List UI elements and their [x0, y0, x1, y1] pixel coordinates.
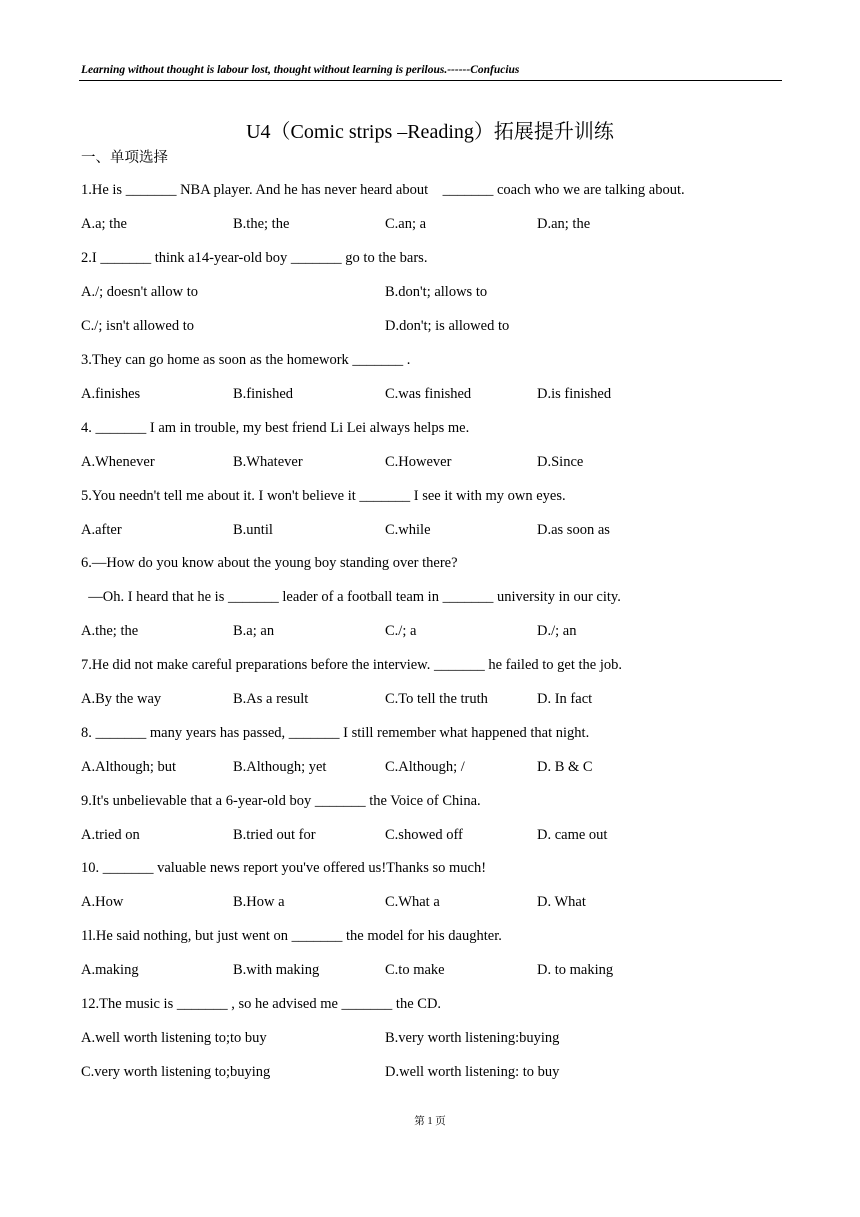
question-11-option-c: C.to make: [385, 962, 445, 978]
question-7-option-b: B.As a result: [233, 691, 309, 707]
question-10-stem: 10. _______ valuable news report you've offered us!Thanks so much!: [81, 860, 487, 876]
question-5-option-b: B.until: [233, 522, 273, 538]
question-2-stem: 2.I _______ think a14-year-old boy _______ go to the bars.: [81, 250, 428, 266]
question-1-option-a: A.a; the: [81, 216, 127, 232]
question-10-option-a: A.How: [81, 894, 124, 910]
question-4-option-c: C.However: [385, 454, 452, 470]
header-divider: [79, 80, 782, 81]
question-5-option-a: A.after: [81, 522, 122, 538]
question-2-option-c: C./; isn't allowed to: [81, 318, 194, 334]
question-7-option-d: D. In fact: [537, 691, 593, 707]
question-8-option-a: A.Although; but: [81, 759, 177, 775]
question-12-stem: 12.The music is _______ , so he advised me _______ the CD.: [81, 996, 442, 1012]
question-2-option-d: D.don't; is allowed to: [385, 318, 510, 334]
question-11-option-b: B.with making: [233, 962, 320, 978]
question-6-option-a: A.the; the: [81, 623, 139, 639]
question-7-stem: 7.He did not make careful preparations before the interview. _______ he failed to get the job.: [81, 657, 623, 673]
question-6-option-c: C./; a: [385, 623, 417, 639]
question-4-option-a: A.Whenever: [81, 454, 155, 470]
question-9-option-b: B.tried out for: [233, 827, 316, 843]
question-9-stem: 9.It's unbelievable that a 6-year-old boy _______ the Voice of China.: [81, 793, 481, 809]
page-title: U4（Comic strips –Reading）拓展提升训练: [246, 121, 614, 143]
question-6-stem: 6.—How do you know about the young boy standing over there?: [81, 555, 458, 571]
question-4-stem: 4. _______ I am in trouble, my best friend Li Lei always helps me.: [81, 420, 470, 436]
question-9-option-d: D. came out: [537, 827, 608, 843]
question-9-option-c: C.showed off: [385, 827, 463, 843]
question-8-stem: 8. _______ many years has passed, _______ I still remember what happened that night.: [81, 725, 590, 741]
question-11-option-a: A.making: [81, 962, 139, 978]
question-5-option-c: C.while: [385, 522, 431, 538]
question-1-option-d: D.an; the: [537, 216, 591, 232]
question-8-option-c: C.Although; /: [385, 759, 465, 775]
header-quote: Learning without thought is labour lost, thought without learning is perilous.------Confucius: [81, 64, 520, 76]
question-1-option-b: B.the; the: [233, 216, 290, 232]
question-12-option-b: B.very worth listening:buying: [385, 1030, 560, 1046]
question-3-option-d: D.is finished: [537, 386, 612, 402]
question-7-option-c: C.To tell the truth: [385, 691, 488, 707]
question-5-stem: 5.You needn't tell me about it. I won't believe it _______ I see it with my own eyes.: [81, 488, 566, 504]
question-6-option-b: B.a; an: [233, 623, 275, 639]
question-12-option-c: C.very worth listening to;buying: [81, 1064, 271, 1080]
question-8-option-d: D. B & C: [537, 759, 593, 775]
question-6-stem-reply: —Oh. I heard that he is _______ leader of a football team in _______ university in our city.: [81, 589, 621, 605]
question-5-option-d: D.as soon as: [537, 522, 610, 538]
question-2-option-a: A./; doesn't allow to: [81, 284, 198, 300]
question-2-option-b: B.don't; allows to: [385, 284, 488, 300]
question-4-option-b: B.Whatever: [233, 454, 303, 470]
question-8-option-b: B.Although; yet: [233, 759, 327, 775]
question-3-stem: 3.They can go home as soon as the homework _______ .: [81, 352, 411, 368]
page-number: 第 1 页: [414, 1116, 446, 1127]
question-12-option-d: D.well worth listening: to buy: [385, 1064, 560, 1080]
question-3-option-c: C.was finished: [385, 386, 472, 402]
question-12-option-a: A.well worth listening to;to buy: [81, 1030, 267, 1046]
question-10-option-c: C.What a: [385, 894, 440, 910]
question-11-option-d: D. to making: [537, 962, 614, 978]
question-11-stem: 1l.He said nothing, but just went on _______ the model for his daughter.: [81, 928, 502, 944]
question-4-option-d: D.Since: [537, 454, 584, 470]
question-6-option-d: D./; an: [537, 623, 577, 639]
question-1-stem: 1.He is _______ NBA player. And he has never heard about _______ coach who we are talking about.: [81, 182, 685, 198]
question-1-option-c: C.an; a: [385, 216, 427, 232]
question-7-option-a: A.By the way: [81, 691, 162, 707]
question-3-option-a: A.finishes: [81, 386, 141, 402]
question-10-option-d: D. What: [537, 894, 586, 910]
question-10-option-b: B.How a: [233, 894, 285, 910]
section-heading: 一、单项选择: [81, 150, 168, 166]
question-3-option-b: B.finished: [233, 386, 294, 402]
question-9-option-a: A.tried on: [81, 827, 140, 843]
